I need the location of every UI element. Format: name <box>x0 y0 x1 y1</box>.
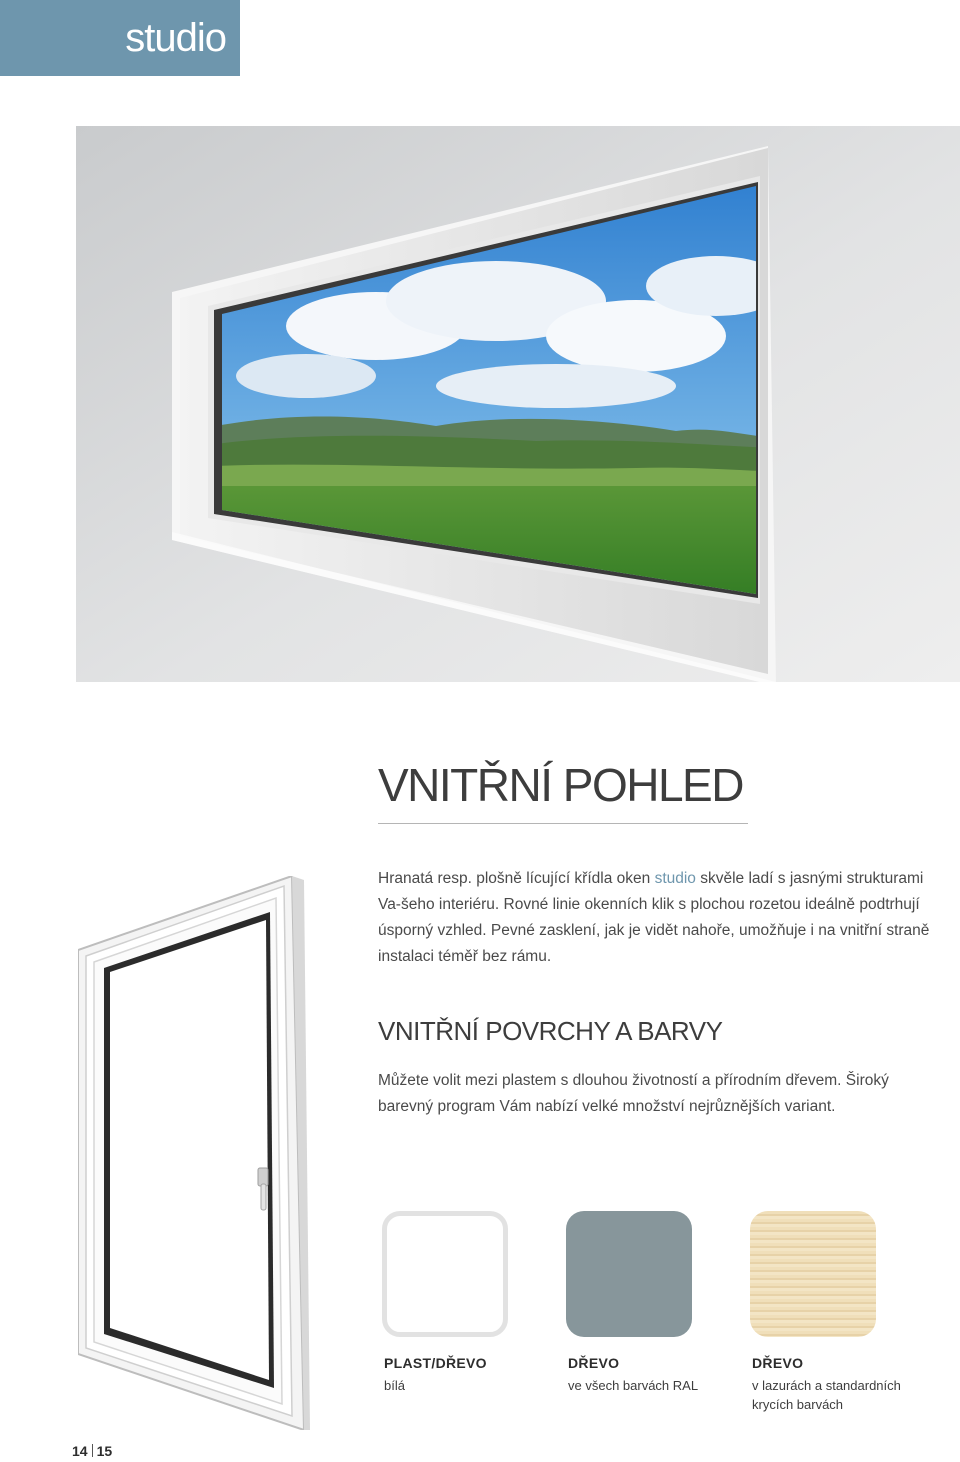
interior-view-paragraph <box>378 866 938 970</box>
window-sash-illustration <box>78 876 310 1430</box>
page-number-left: 14 <box>72 1443 88 1459</box>
swatch-desc-glaze: v lazurách a standardních krycích barvách <box>752 1378 901 1412</box>
page-numbers <box>72 1443 112 1459</box>
paragraph-text-after: skvěle ladí s jasnými strukturami Va-šeho interiéru. Rovné linie okenních klik s plochou rozetou ideálně podtrhují úsporný vzhled. Pevné zasklení, jak je vidět nahoře, umožňuje i na vnitřní straně instalaci téměř bez rámu. <box>378 870 930 965</box>
brand-label: studio <box>125 15 226 60</box>
studio-accent-text: studio <box>654 870 696 887</box>
title-divider <box>378 823 748 824</box>
page-number-separator <box>92 1444 93 1457</box>
page-number-right: 15 <box>96 1443 113 1459</box>
swatch-title-wood-ral: DŘEVO <box>568 1355 620 1371</box>
swatch-wood-glaze <box>750 1211 876 1337</box>
paragraph-text-before: Hranatá resp. plošně lícující křídla oken <box>378 870 655 887</box>
section-title-interior-view: VNITŘNÍ POHLED <box>378 759 743 811</box>
swatch-title-plast-wood: PLAST/DŘEVO <box>384 1355 487 1371</box>
swatch-desc-white: bílá <box>384 1378 405 1393</box>
brand-tab <box>0 0 240 76</box>
swatch-grey-ral <box>566 1211 692 1337</box>
surfaces-paragraph: Můžete volit mezi plastem s dlouhou životností a přírodním dřevem. Široký barevný program Vám nabízí velké množství nejrůznějších variant. <box>378 1072 889 1115</box>
swatch-title-wood-glaze: DŘEVO <box>752 1355 804 1371</box>
swatch-white <box>382 1211 508 1337</box>
interior-window-photo <box>76 126 960 682</box>
swatch-desc-ral: ve všech barvách RAL <box>568 1378 699 1393</box>
section-title-surfaces-colors: VNITŘNÍ POVRCHY A BARVY <box>378 1016 723 1046</box>
